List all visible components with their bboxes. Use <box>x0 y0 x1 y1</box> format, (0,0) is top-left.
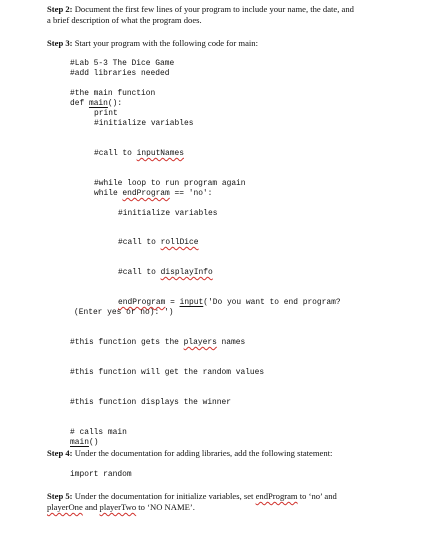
step-5-playerone: playerOne <box>47 502 83 512</box>
step-2-paragraph <box>47 4 437 15</box>
code-endprogram-assign: endProgram <box>118 298 166 307</box>
step-4-text: Under the documentation for adding libraries, add the following statement: <box>74 448 333 458</box>
code-line-9 <box>94 189 212 199</box>
step-2-text-line-1: Document the first few lines of your program to include your name, the date, and <box>74 4 354 14</box>
code-line-3: #the main function <box>70 89 156 98</box>
step-5-paragraph <box>47 491 442 502</box>
step-5-label: Step 5: <box>47 491 73 501</box>
step-4-paragraph <box>47 448 332 459</box>
code-line-18: # calls main <box>70 428 127 437</box>
step-5-text-b: to ‘no’ and <box>297 491 337 501</box>
code-main-call: main <box>70 438 89 447</box>
step-4-label: Step 4: <box>47 448 73 458</box>
step-3-label: Step 3: <box>47 38 73 48</box>
code-main-name: main <box>88 99 108 108</box>
step-5-text-a: Under the documentation for initialize variables, set <box>74 491 256 501</box>
code-line-8: #while loop to run program again <box>94 179 246 188</box>
code-inputnames: inputNames <box>136 149 184 158</box>
step-3-paragraph <box>47 38 258 49</box>
code-main-call-parens: () <box>88 438 99 447</box>
code-def-keyword: def <box>70 99 89 108</box>
step-5-line-2 <box>47 502 195 513</box>
code-def-parens: (): <box>107 99 123 108</box>
code-endprogram: endProgram <box>122 189 170 198</box>
code-line-17: #this function displays the winner <box>70 398 231 407</box>
code-call-prefix-2: #call to <box>118 238 161 247</box>
step-5-text-c: and <box>82 502 100 512</box>
step-2-text-line-2: a brief description of what the program does. <box>47 15 202 25</box>
code-players: players <box>183 338 217 347</box>
code-line-7 <box>94 149 184 159</box>
code-line-15 <box>70 338 245 348</box>
code-line-16: #this function will get the random values <box>70 368 265 377</box>
step-5-endprogram: endProgram <box>255 491 298 501</box>
step-2-label: Step 2: <box>47 4 73 14</box>
code-line-19 <box>70 438 98 448</box>
code-input-func: input <box>179 298 204 307</box>
step-4-code: import random <box>70 470 132 479</box>
code-comment-suffix: names <box>216 338 246 347</box>
step-3-text: Start your program with the following code for main: <box>74 38 258 48</box>
step-5-playertwo: playerTwo <box>99 502 137 512</box>
code-line-12 <box>118 268 213 278</box>
code-rolldice: rollDice <box>160 238 199 247</box>
code-line-10: #initialize variables <box>118 209 218 218</box>
code-while-keyword: while <box>94 189 123 198</box>
code-displayinfo: displayInfo <box>160 268 213 277</box>
code-call-prefix-3: #call to <box>118 268 161 277</box>
code-line-4 <box>70 99 122 109</box>
code-line-5: print <box>94 109 118 118</box>
code-line-1: #Lab 5-3 The Dice Game <box>70 59 175 68</box>
code-call-prefix: #call to <box>94 149 137 158</box>
step-5-text-d: to ‘NO NAME’. <box>136 502 195 512</box>
code-while-condition: == 'no': <box>169 189 213 198</box>
code-input-prompt: ('Do you want to end program? <box>203 298 341 307</box>
code-line-6: #initialize variables <box>94 119 194 128</box>
code-line-2: #add libraries needed <box>70 69 170 78</box>
code-line-14: (Enter yes or no): ') <box>74 308 174 317</box>
code-comment-prefix: #this function gets the <box>70 338 184 347</box>
code-assign-op: = <box>165 298 180 307</box>
code-line-11 <box>118 238 199 248</box>
code-line-13 <box>118 298 341 308</box>
